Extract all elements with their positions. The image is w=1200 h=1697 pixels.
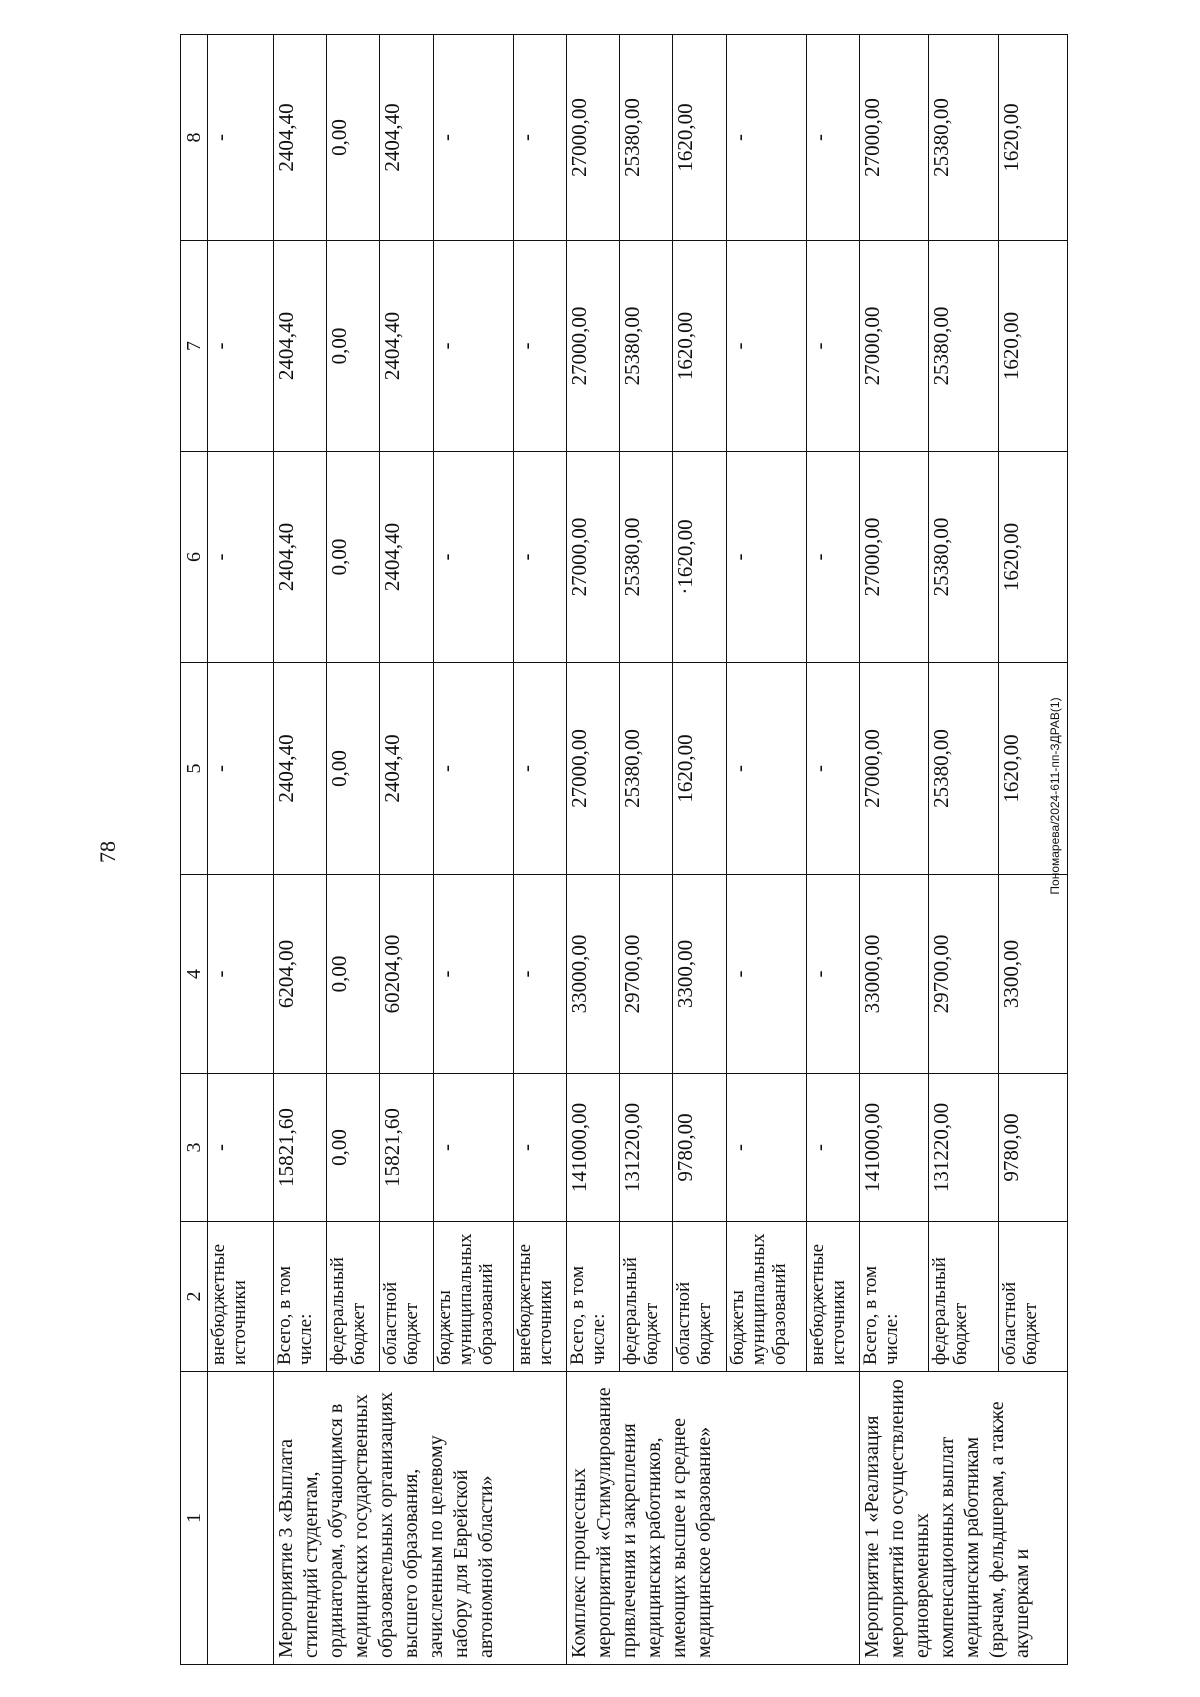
amount-cell: 27000,00 [860, 241, 929, 452]
activity-name-cell: Комплекс процессных мероприятий «Стимулирование привлечения и закрепления медицинских работников, имеющих высшее и среднее медицинское образование» [567, 1372, 860, 1665]
amount-cell: - [806, 1074, 859, 1222]
amount-cell: 33000,00 [860, 875, 929, 1074]
column-header: 1 [181, 1372, 208, 1665]
column-header: 4 [181, 875, 208, 1074]
amount-cell: 25380,00 [620, 241, 673, 452]
funding-source-cell: Всего, в том числе: [860, 1222, 929, 1372]
amount-cell: 0,00 [327, 241, 380, 452]
table-row [274, 35, 327, 1665]
amount-cell: 6204,00 [274, 875, 327, 1074]
activity-name-cell: Мероприятие 1 «Реализация мероприятий по осуществлению единовременных компенсационных выплат медицинским работникам (врачам, фельдшерам, а также акушеркам и [860, 1372, 1068, 1665]
amount-cell: - [726, 241, 806, 452]
amount-cell: - [433, 1074, 513, 1222]
amount-cell: - [726, 663, 806, 875]
amount-cell: 2404,40 [274, 35, 327, 241]
amount-cell: - [513, 241, 566, 452]
amount-cell: 25380,00 [620, 452, 673, 663]
funding-source-cell: областной бюджет [673, 1222, 726, 1372]
amount-cell: - [208, 663, 274, 875]
amount-cell: - [208, 241, 274, 452]
amount-cell: 2404,40 [274, 663, 327, 875]
amount-cell: 25380,00 [929, 35, 998, 241]
amount-cell: 1620,00 [673, 35, 726, 241]
funding-source-cell: внебюджетные источники [513, 1222, 566, 1372]
amount-cell: 2404,40 [380, 663, 433, 875]
funding-source-cell: областной бюджет [380, 1222, 433, 1372]
amount-cell: - [726, 875, 806, 1074]
amount-cell: 0,00 [327, 35, 380, 241]
column-header: 2 [181, 1222, 208, 1372]
amount-cell: 25380,00 [929, 452, 998, 663]
column-header: 5 [181, 663, 208, 875]
amount-cell: 3300,00 [673, 875, 726, 1074]
amount-cell: 131220,00 [929, 1074, 998, 1222]
amount-cell: 2404,40 [380, 241, 433, 452]
amount-cell: 0,00 [327, 452, 380, 663]
amount-cell: 2404,40 [274, 452, 327, 663]
amount-cell: - [513, 35, 566, 241]
funding-source-cell: бюджеты муниципальных образований [726, 1222, 806, 1372]
amount-cell: - [513, 452, 566, 663]
funding-source-cell: внебюджетные источники [208, 1222, 274, 1372]
amount-cell: - [513, 1074, 566, 1222]
column-header: 6 [181, 452, 208, 663]
amount-cell: - [208, 35, 274, 241]
amount-cell: - [433, 875, 513, 1074]
funding-source-cell: Всего, в том числе: [567, 1222, 620, 1372]
rotated-table-wrapper [180, 35, 1068, 1665]
amount-cell: - [513, 875, 566, 1074]
amount-cell: - [726, 452, 806, 663]
amount-cell: - [726, 35, 806, 241]
amount-cell: 2404,40 [274, 241, 327, 452]
amount-cell: 2404,40 [380, 35, 433, 241]
amount-cell: 25380,00 [929, 663, 998, 875]
amount-cell: 27000,00 [860, 663, 929, 875]
amount-cell: 25380,00 [620, 663, 673, 875]
amount-cell: - [806, 663, 859, 875]
amount-cell: - [208, 1074, 274, 1222]
funding-source-cell: федеральный бюджет [327, 1222, 380, 1372]
amount-cell: 2404,40 [380, 452, 433, 663]
amount-cell: - [208, 452, 274, 663]
amount-cell: 3300,00 [998, 875, 1067, 1074]
amount-cell: 0,00 [327, 875, 380, 1074]
amount-cell: 27000,00 [860, 452, 929, 663]
amount-cell: 29700,00 [620, 875, 673, 1074]
amount-cell: 1620,00 [998, 241, 1067, 452]
amount-cell: 27000,00 [567, 241, 620, 452]
amount-cell: 27000,00 [567, 452, 620, 663]
funding-source-cell: федеральный бюджет [620, 1222, 673, 1372]
amount-cell: 1620,00 [673, 241, 726, 452]
activity-name-cell: Мероприятие 3 «Выплата стипендий студентам, ординаторам, обучающимся в медицинских государственных образовательных организациях высшего образования, зачисленным по целевому набору для Еврейской автономной области» [274, 1372, 567, 1665]
amount-cell: ·1620,00 [673, 452, 726, 663]
funding-source-cell: бюджеты муниципальных образований [433, 1222, 513, 1372]
amount-cell: 25380,00 [929, 241, 998, 452]
amount-cell: - [208, 875, 274, 1074]
amount-cell: 1620,00 [998, 452, 1067, 663]
table-body [208, 35, 1068, 1665]
funding-source-cell: федеральный бюджет [929, 1222, 998, 1372]
activity-name-cell [208, 1372, 274, 1665]
header-row [181, 35, 208, 1665]
amount-cell: 27000,00 [567, 663, 620, 875]
column-header: 8 [181, 35, 208, 241]
table-row [567, 35, 620, 1665]
amount-cell: 15821,60 [274, 1074, 327, 1222]
amount-cell: 0,00 [327, 1074, 380, 1222]
amount-cell: 1620,00 [673, 663, 726, 875]
amount-cell: - [806, 241, 859, 452]
amount-cell: - [806, 875, 859, 1074]
amount-cell: - [513, 663, 566, 875]
funding-source-cell: областной бюджет [998, 1222, 1067, 1372]
amount-cell: 27000,00 [860, 35, 929, 241]
amount-cell: 33000,00 [567, 875, 620, 1074]
amount-cell: 0,00 [327, 663, 380, 875]
amount-cell: 27000,00 [567, 35, 620, 241]
amount-cell: 25380,00 [620, 35, 673, 241]
amount-cell: - [433, 663, 513, 875]
page-number: 78 [95, 841, 120, 863]
amount-cell: 141000,00 [567, 1074, 620, 1222]
amount-cell: - [806, 452, 859, 663]
column-header: 3 [181, 1074, 208, 1222]
amount-cell: 1620,00 [998, 663, 1067, 875]
budget-table [180, 34, 1068, 1665]
table-row [208, 35, 274, 1665]
table-row [860, 35, 929, 1665]
amount-cell: 9780,00 [998, 1074, 1067, 1222]
document-code: Пономарева/2024-611-пп-ЗДРАВ(1) [1048, 697, 1062, 895]
amount-cell: - [433, 241, 513, 452]
amount-cell: - [433, 35, 513, 241]
amount-cell: 1620,00 [998, 35, 1067, 241]
column-header: 7 [181, 241, 208, 452]
amount-cell: 9780,00 [673, 1074, 726, 1222]
amount-cell: - [726, 1074, 806, 1222]
amount-cell: 141000,00 [860, 1074, 929, 1222]
amount-cell: 60204,00 [380, 875, 433, 1074]
amount-cell: 131220,00 [620, 1074, 673, 1222]
amount-cell: - [433, 452, 513, 663]
funding-source-cell: Всего, в том числе: [274, 1222, 327, 1372]
amount-cell: - [806, 35, 859, 241]
funding-source-cell: внебюджетные источники [806, 1222, 859, 1372]
amount-cell: 15821,60 [380, 1074, 433, 1222]
amount-cell: 29700,00 [929, 875, 998, 1074]
